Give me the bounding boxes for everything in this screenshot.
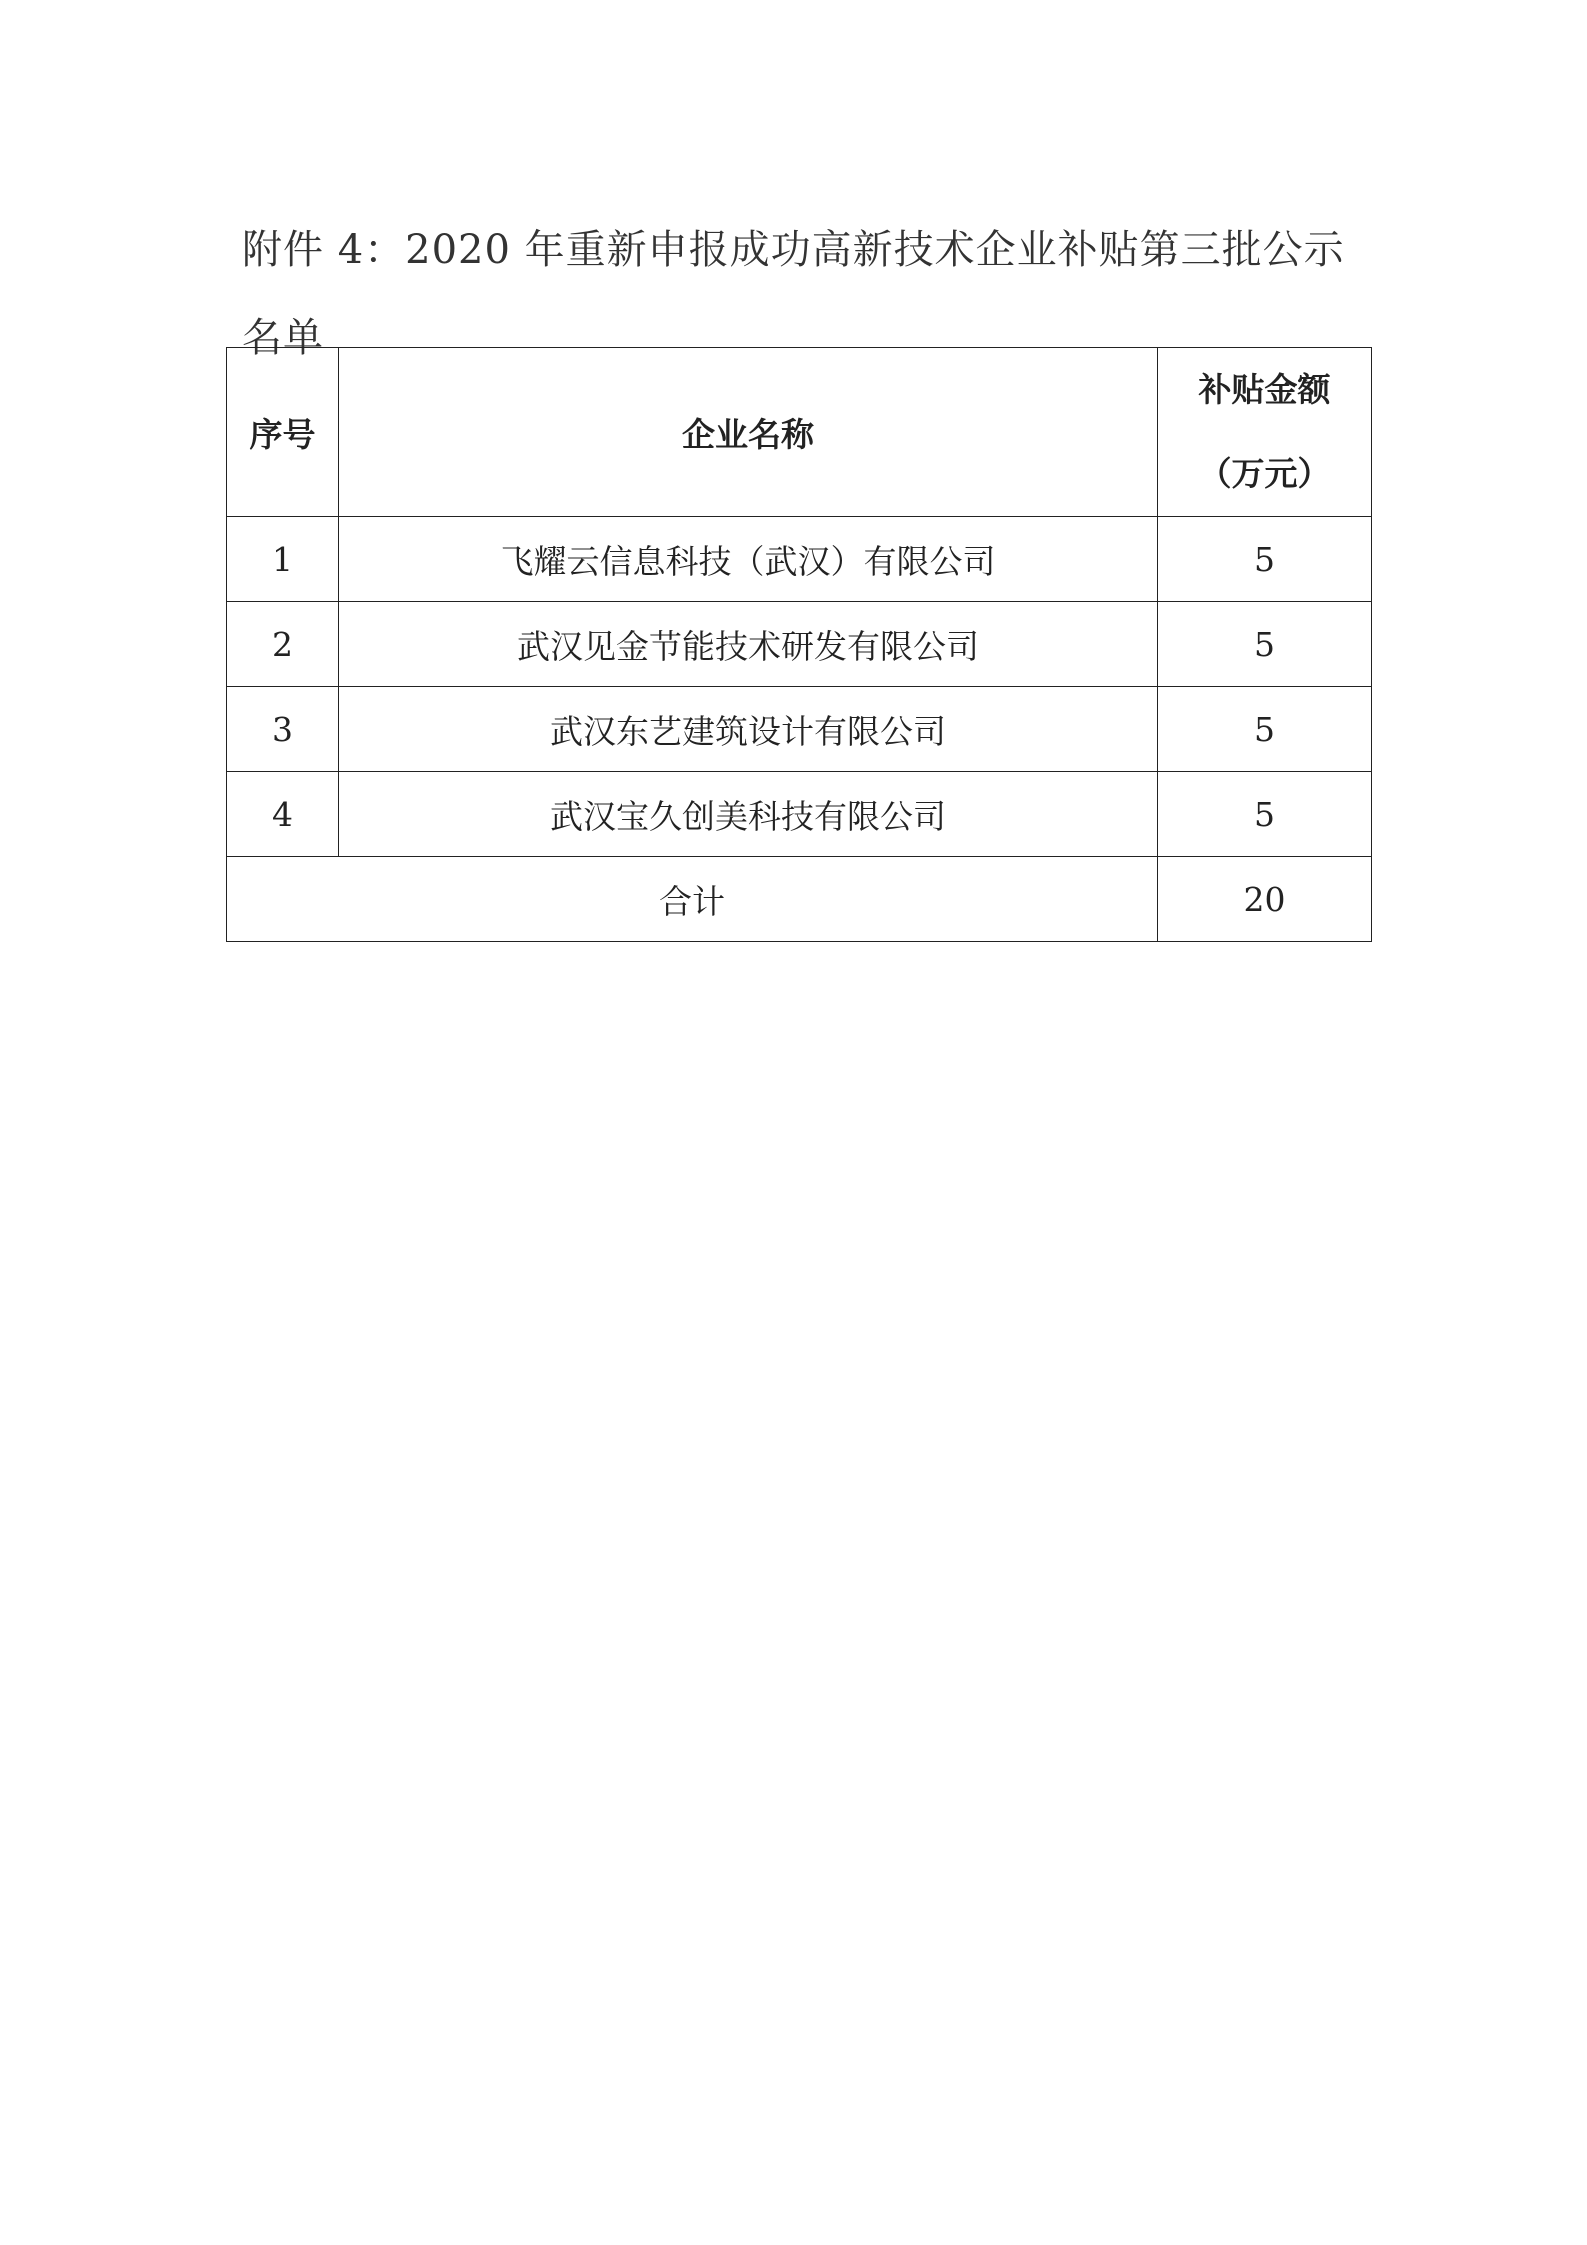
row-index: 1 xyxy=(227,517,339,602)
table-header-row xyxy=(227,348,1372,517)
subsidy-table xyxy=(226,347,1372,942)
header-index: 序号 xyxy=(227,348,339,517)
row-company: 武汉见金节能技术研发有限公司 xyxy=(339,602,1158,687)
table-total-row xyxy=(227,857,1372,942)
row-amount: 5 xyxy=(1158,687,1372,772)
row-company: 飞耀云信息科技（武汉）有限公司 xyxy=(339,517,1158,602)
row-amount: 5 xyxy=(1158,772,1372,857)
row-index: 4 xyxy=(227,772,339,857)
row-index: 2 xyxy=(227,602,339,687)
header-amount-line1: 补贴金额 xyxy=(1198,370,1331,409)
header-company: 企业名称 xyxy=(339,348,1158,517)
document-title: 附件 4：2020 年重新申报成功高新技术企业补贴第三批公示名单 xyxy=(242,227,1345,361)
row-amount: 5 xyxy=(1158,517,1372,602)
header-amount xyxy=(1158,348,1372,517)
table-row xyxy=(227,602,1372,687)
table-row xyxy=(227,517,1372,602)
total-label: 合计 xyxy=(227,857,1158,942)
row-company: 武汉东艺建筑设计有限公司 xyxy=(339,687,1158,772)
row-company: 武汉宝久创美科技有限公司 xyxy=(339,772,1158,857)
table-row xyxy=(227,772,1372,857)
header-amount-line2: （万元） xyxy=(1198,454,1331,493)
row-amount: 5 xyxy=(1158,602,1372,687)
total-amount: 20 xyxy=(1158,857,1372,942)
table-row xyxy=(227,687,1372,772)
row-index: 3 xyxy=(227,687,339,772)
